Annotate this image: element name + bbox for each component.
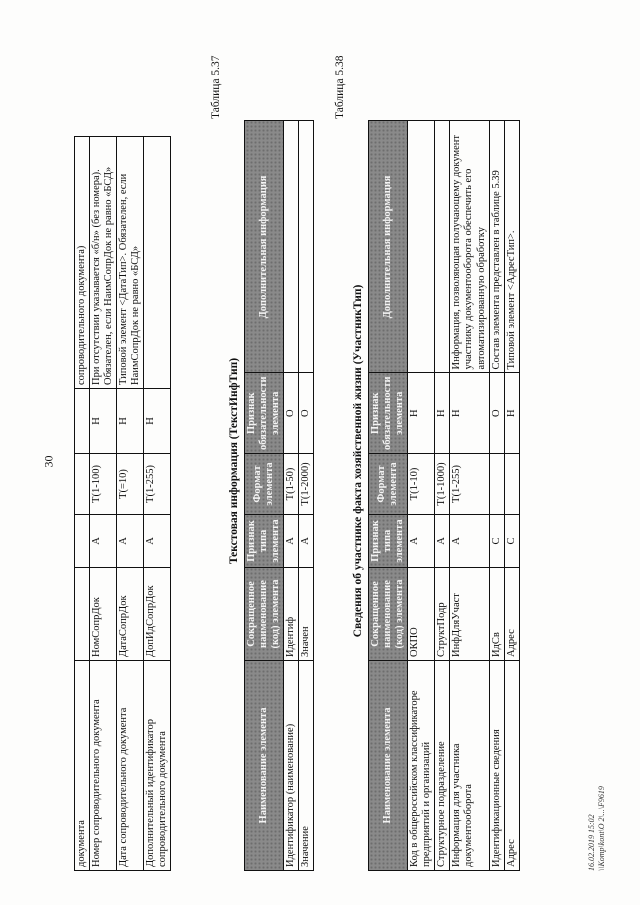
cell-info: сопроводительного документа) xyxy=(75,137,90,389)
column-header: Дополнительная информация xyxy=(369,121,408,373)
cell-code: Адрес xyxy=(504,568,519,661)
cell-info xyxy=(408,121,435,373)
cell-code: Значен xyxy=(299,568,314,661)
cell-code: ДатаСопрДок xyxy=(117,568,144,661)
cell-type: А xyxy=(435,515,450,568)
table-538 xyxy=(368,120,520,871)
cell-req: Н xyxy=(117,389,144,454)
table-row xyxy=(408,121,435,871)
cell-req: О xyxy=(299,373,314,454)
cell-name: Идентификатор (наименование) xyxy=(284,661,299,871)
cell-type: С xyxy=(489,515,504,568)
cell-format: Т(1-2000) xyxy=(299,454,314,515)
header-row xyxy=(245,121,284,871)
cell-info: Состав элемента представлен в таблице 5.39 xyxy=(489,121,504,373)
cell-req xyxy=(75,389,90,454)
cell-code: ИдСв xyxy=(489,568,504,661)
table-537 xyxy=(244,120,314,871)
table-row xyxy=(75,137,90,871)
cell-req: Н xyxy=(504,373,519,454)
column-header: Признак типа элемента xyxy=(245,515,284,568)
cell-code: НомСопрДок xyxy=(90,568,117,661)
cell-type: А xyxy=(284,515,299,568)
cell-code xyxy=(75,568,90,661)
cell-name: Значение xyxy=(299,661,314,871)
cell-req: Н xyxy=(90,389,117,454)
cell-format: Т(1-1000) xyxy=(435,454,450,515)
cell-type: А xyxy=(408,515,435,568)
cell-format: Т(1-255) xyxy=(144,454,171,515)
cell-req: Н xyxy=(144,389,171,454)
footer-date: 16.02.2019 15:02 xyxy=(587,814,596,871)
column-header: Признак обязательности элемента xyxy=(369,373,408,454)
cell-info xyxy=(435,121,450,373)
table-row xyxy=(450,121,489,871)
cell-type: А xyxy=(299,515,314,568)
cell-info: Типовой элемент <АдресТип>. xyxy=(504,121,519,373)
column-header: Дополнительная информация xyxy=(245,121,284,373)
table-row xyxy=(144,137,171,871)
table-row xyxy=(117,137,144,871)
table-row xyxy=(504,121,519,871)
column-header: Признак типа элемента xyxy=(369,515,408,568)
cell-name: Информация для участника документооборота xyxy=(450,661,489,871)
cell-code: ОКПО xyxy=(408,568,435,661)
cell-name: Структурное подразделение xyxy=(435,661,450,871)
cell-format: Т(1-255) xyxy=(450,454,489,515)
cell-name: Дата сопроводительного документа xyxy=(117,661,144,871)
cell-format: Т(=10) xyxy=(117,454,144,515)
footer-path: \\Komp\kont\O 2\...\F9619 xyxy=(597,786,607,871)
column-header: Сокращенное наименование (код) элемента xyxy=(245,568,284,661)
cell-req: О xyxy=(284,373,299,454)
cell-code: Идентиф xyxy=(284,568,299,661)
cell-type: А xyxy=(450,515,489,568)
table-row xyxy=(435,121,450,871)
cell-req: О xyxy=(489,373,504,454)
table-538-label: Таблица 5.38 xyxy=(334,55,346,119)
column-header: Наименование элемента xyxy=(245,661,284,871)
column-header: Признак обязательности элемента xyxy=(245,373,284,454)
rotated-content xyxy=(62,17,622,877)
table-row xyxy=(284,121,299,871)
cell-format xyxy=(75,454,90,515)
cell-info: При отсутствии указывается «б/н» (без номера). Обязателен, если НаимСопрДок не равно «БСД» xyxy=(90,137,117,389)
cell-type: А xyxy=(117,515,144,568)
cell-name: Номер сопроводительного документа xyxy=(90,661,117,871)
table-537-caption: Текстовая информация (ТекстИнфТип) xyxy=(228,357,240,565)
cell-format: Т(1-10) xyxy=(408,454,435,515)
cell-info: Информация, позволяющая получающему документ участнику документооборота обеспечить его автоматизированную обработку xyxy=(450,121,489,373)
cell-info xyxy=(144,137,171,389)
table-row xyxy=(299,121,314,871)
cell-name: Дополнительный идентификатор сопроводительного документа xyxy=(144,661,171,871)
table-row xyxy=(90,137,117,871)
cell-info: Типовой элемент <ДатаТип>. Обязателен, если НаимСопрДок не равно «БСД» xyxy=(117,137,144,389)
cell-info xyxy=(284,121,299,373)
cell-req: Н xyxy=(408,373,435,454)
cell-type: А xyxy=(90,515,117,568)
cell-req: Н xyxy=(435,373,450,454)
cell-format: Т(1-50) xyxy=(284,454,299,515)
cell-type: С xyxy=(504,515,519,568)
cell-req: Н xyxy=(450,373,489,454)
cell-name: документа xyxy=(75,661,90,871)
header-row xyxy=(369,121,408,871)
cell-format xyxy=(504,454,519,515)
table-row xyxy=(489,121,504,871)
cell-name: Код в общероссийском классификаторе предприятий и организаций xyxy=(408,661,435,871)
cell-format: Т(1-100) xyxy=(90,454,117,515)
column-header: Формат элемента xyxy=(369,454,408,515)
table-537-label: Таблица 5.37 xyxy=(210,55,222,119)
column-header: Наименование элемента xyxy=(369,661,408,871)
page-number: 30 xyxy=(41,455,56,468)
cell-code: ДопИдСопрДок xyxy=(144,568,171,661)
cell-type xyxy=(75,515,90,568)
cell-code: СтруктПодр xyxy=(435,568,450,661)
column-header: Сокращенное наименование (код) элемента xyxy=(369,568,408,661)
cell-format xyxy=(489,454,504,515)
column-header: Формат элемента xyxy=(245,454,284,515)
table-538-caption: Сведения об участнике факта хозяйственной жизни (УчастникТип) xyxy=(352,284,364,638)
cell-name: Идентификационные сведения xyxy=(489,661,504,871)
cell-name: Адрес xyxy=(504,661,519,871)
footer-stamp xyxy=(587,786,608,871)
cell-type: А xyxy=(144,515,171,568)
cell-code: ИнфДляУчаст xyxy=(450,568,489,661)
cell-info xyxy=(299,121,314,373)
continuation-table xyxy=(74,136,171,871)
